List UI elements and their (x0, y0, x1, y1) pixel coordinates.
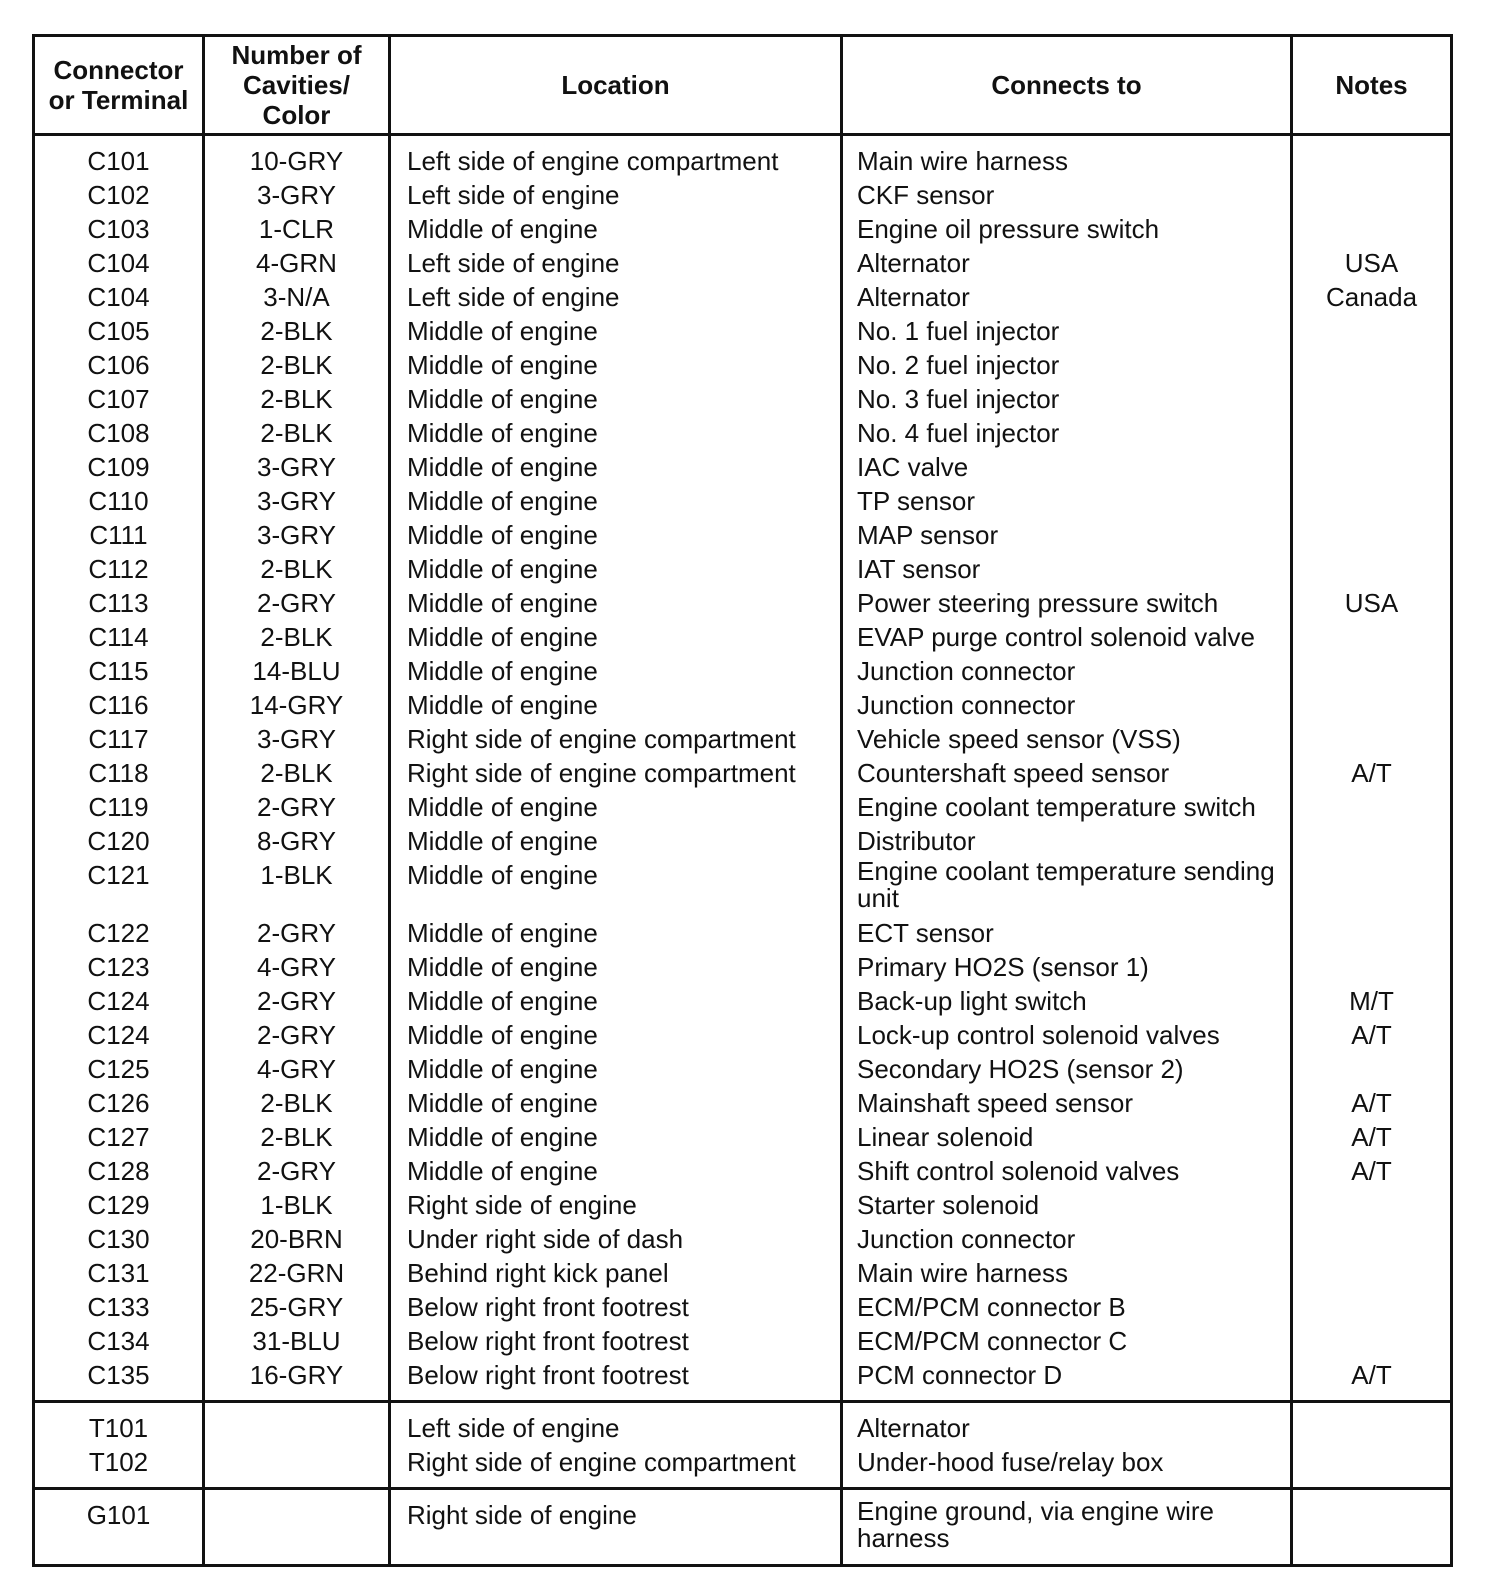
cavities-cell: 2-BLK (204, 348, 390, 382)
location-cell: Middle of engine (390, 212, 842, 246)
location-cell: Middle of engine (390, 1154, 842, 1188)
connects-to-cell: Primary HO2S (sensor 1) (842, 950, 1292, 984)
connector-cell: C123 (34, 950, 204, 984)
connector-cell: C113 (34, 586, 204, 620)
connector-cell: C121 (34, 858, 204, 916)
table-row (34, 484, 1452, 518)
location-cell: Middle of engine (390, 984, 842, 1018)
connector-cell: C129 (34, 1188, 204, 1222)
cavities-cell: 3-GRY (204, 484, 390, 518)
location-cell: Left side of engine (390, 1402, 842, 1446)
cavities-cell: 2-GRY (204, 916, 390, 950)
connector-cell: G101 (34, 1489, 204, 1566)
connects-to-cell: MAP sensor (842, 518, 1292, 552)
table-row (34, 824, 1452, 858)
cavities-cell: 14-BLU (204, 654, 390, 688)
notes-cell (1292, 1489, 1452, 1566)
table-row (34, 314, 1452, 348)
cavities-cell (204, 1402, 390, 1446)
location-cell: Right side of engine (390, 1188, 842, 1222)
notes-cell (1292, 790, 1452, 824)
notes-cell (1292, 950, 1452, 984)
notes-cell: A/T (1292, 1358, 1452, 1402)
location-cell: Middle of engine (390, 1086, 842, 1120)
location-cell: Middle of engine (390, 824, 842, 858)
location-cell: Left side of engine (390, 178, 842, 212)
header-connector: Connector or Terminal (34, 36, 204, 135)
table-row (34, 1290, 1452, 1324)
cavities-cell: 4-GRY (204, 1052, 390, 1086)
cavities-cell: 2-BLK (204, 1086, 390, 1120)
notes-cell (1292, 824, 1452, 858)
notes-cell (1292, 1222, 1452, 1256)
table-row (34, 382, 1452, 416)
table-row (34, 280, 1452, 314)
connects-to-cell: No. 4 fuel injector (842, 416, 1292, 450)
table-row (34, 1222, 1452, 1256)
notes-cell: USA (1292, 246, 1452, 280)
notes-cell (1292, 314, 1452, 348)
table-row (34, 1052, 1452, 1086)
connector-cell: C107 (34, 382, 204, 416)
cavities-cell: 14-GRY (204, 688, 390, 722)
connects-to-cell: Secondary HO2S (sensor 2) (842, 1052, 1292, 1086)
connects-to-cell: Under-hood fuse/relay box (842, 1445, 1292, 1489)
location-cell: Middle of engine (390, 348, 842, 382)
cavities-cell: 3-GRY (204, 722, 390, 756)
connector-cell: C122 (34, 916, 204, 950)
table-row (34, 552, 1452, 586)
connects-to-cell: Engine coolant temperature switch (842, 790, 1292, 824)
cavities-cell: 2-BLK (204, 382, 390, 416)
connector-cell: C125 (34, 1052, 204, 1086)
connector-cell: C120 (34, 824, 204, 858)
connector-cell: C130 (34, 1222, 204, 1256)
connects-to-cell (842, 1489, 1292, 1566)
cavities-cell: 3-GRY (204, 450, 390, 484)
notes-cell (1292, 688, 1452, 722)
connector-cell: C106 (34, 348, 204, 382)
cavities-cell: 16-GRY (204, 1358, 390, 1402)
cavities-cell: 22-GRN (204, 1256, 390, 1290)
connector-cell: C102 (34, 178, 204, 212)
notes-cell (1292, 178, 1452, 212)
table-row (34, 950, 1452, 984)
notes-cell (1292, 450, 1452, 484)
cavities-cell: 3-GRY (204, 518, 390, 552)
cavities-cell: 25-GRY (204, 1290, 390, 1324)
cavities-cell: 2-BLK (204, 1120, 390, 1154)
connector-table (32, 34, 1453, 1567)
connects-to-cell: Engine oil pressure switch (842, 212, 1292, 246)
table-row (34, 688, 1452, 722)
cavities-cell: 2-GRY (204, 1018, 390, 1052)
location-cell: Middle of engine (390, 314, 842, 348)
cavities-cell: 8-GRY (204, 824, 390, 858)
notes-cell: A/T (1292, 1018, 1452, 1052)
location-cell: Middle of engine (390, 586, 842, 620)
location-cell: Behind right kick panel (390, 1256, 842, 1290)
notes-cell (1292, 1445, 1452, 1489)
notes-cell: Canada (1292, 280, 1452, 314)
location-cell: Right side of engine compartment (390, 756, 842, 790)
location-cell: Middle of engine (390, 1120, 842, 1154)
notes-cell (1292, 654, 1452, 688)
notes-cell (1292, 484, 1452, 518)
connects-to-cell: Lock-up control solenoid valves (842, 1018, 1292, 1052)
connector-cell: C105 (34, 314, 204, 348)
location-cell: Middle of engine (390, 416, 842, 450)
table-row (34, 1256, 1452, 1290)
connector-cell: C101 (34, 135, 204, 179)
connector-table-page (32, 34, 1450, 1567)
connects-to-cell: Alternator (842, 280, 1292, 314)
table-row (34, 416, 1452, 450)
cavities-cell: 3-GRY (204, 178, 390, 212)
notes-cell (1292, 1256, 1452, 1290)
connects-to-cell: ECM/PCM connector B (842, 1290, 1292, 1324)
notes-cell (1292, 348, 1452, 382)
row-group (34, 135, 1452, 1402)
cavities-cell: 10-GRY (204, 135, 390, 179)
table-row (34, 790, 1452, 824)
cavities-cell: 2-GRY (204, 790, 390, 824)
location-cell: Middle of engine (390, 790, 842, 824)
table-row (34, 1120, 1452, 1154)
table-row (34, 984, 1452, 1018)
location-cell: Left side of engine (390, 246, 842, 280)
row-group (34, 1489, 1452, 1566)
location-cell: Right side of engine compartment (390, 1445, 842, 1489)
connects-to-text: Engine coolant temperature sending unit (857, 856, 1275, 913)
table-row (34, 518, 1452, 552)
connects-to-cell: Back-up light switch (842, 984, 1292, 1018)
connects-to-cell: Main wire harness (842, 135, 1292, 179)
connects-to-cell: No. 1 fuel injector (842, 314, 1292, 348)
cavities-cell: 3-N/A (204, 280, 390, 314)
location-cell: Middle of engine (390, 382, 842, 416)
cavities-cell: 2-GRY (204, 1154, 390, 1188)
location-cell: Below right front footrest (390, 1290, 842, 1324)
cavities-cell: 4-GRY (204, 950, 390, 984)
notes-cell (1292, 1188, 1452, 1222)
connects-to-cell: Main wire harness (842, 1256, 1292, 1290)
location-cell: Middle of engine (390, 950, 842, 984)
cavities-cell: 2-GRY (204, 984, 390, 1018)
connects-to-cell: PCM connector D (842, 1358, 1292, 1402)
notes-cell (1292, 1052, 1452, 1086)
connects-to-cell: Alternator (842, 246, 1292, 280)
connects-to-cell: TP sensor (842, 484, 1292, 518)
notes-cell: M/T (1292, 984, 1452, 1018)
connector-cell: C110 (34, 484, 204, 518)
table-row (34, 212, 1452, 246)
notes-cell (1292, 722, 1452, 756)
header-location: Location (390, 36, 842, 135)
connects-to-cell: Junction connector (842, 1222, 1292, 1256)
location-cell: Middle of engine (390, 552, 842, 586)
table-row (34, 1018, 1452, 1052)
cavities-cell (204, 1445, 390, 1489)
connector-cell: C127 (34, 1120, 204, 1154)
connector-cell: C126 (34, 1086, 204, 1120)
table-row (34, 916, 1452, 950)
notes-cell (1292, 135, 1452, 179)
cavities-cell: 2-BLK (204, 314, 390, 348)
connector-cell: C115 (34, 654, 204, 688)
connector-cell: C114 (34, 620, 204, 654)
table-row (34, 1324, 1452, 1358)
cavities-cell: 2-BLK (204, 416, 390, 450)
connector-cell: T102 (34, 1445, 204, 1489)
connects-to-cell: ECM/PCM connector C (842, 1324, 1292, 1358)
location-cell: Middle of engine (390, 450, 842, 484)
connects-to-cell: CKF sensor (842, 178, 1292, 212)
connects-to-cell: Vehicle speed sensor (VSS) (842, 722, 1292, 756)
location-cell: Right side of engine compartment (390, 722, 842, 756)
location-cell: Middle of engine (390, 620, 842, 654)
connects-to-cell: Starter solenoid (842, 1188, 1292, 1222)
connects-to-cell: Mainshaft speed sensor (842, 1086, 1292, 1120)
connector-cell: C108 (34, 416, 204, 450)
connector-cell: C133 (34, 1290, 204, 1324)
location-cell: Middle of engine (390, 688, 842, 722)
table-row (34, 1445, 1452, 1489)
connector-cell: C119 (34, 790, 204, 824)
table-row (34, 756, 1452, 790)
table-row (34, 1358, 1452, 1402)
connects-to-cell: Countershaft speed sensor (842, 756, 1292, 790)
connector-cell: C131 (34, 1256, 204, 1290)
location-cell: Middle of engine (390, 484, 842, 518)
table-row (34, 135, 1452, 179)
connects-to-cell: Linear solenoid (842, 1120, 1292, 1154)
connects-to-cell: Distributor (842, 824, 1292, 858)
notes-cell (1292, 1402, 1452, 1446)
connector-cell: C134 (34, 1324, 204, 1358)
notes-cell: A/T (1292, 1120, 1452, 1154)
cavities-cell: 2-BLK (204, 620, 390, 654)
connects-to-cell: IAC valve (842, 450, 1292, 484)
row-group (34, 1402, 1452, 1489)
table-row (34, 246, 1452, 280)
location-cell: Left side of engine compartment (390, 135, 842, 179)
table-row (34, 722, 1452, 756)
connector-cell: C124 (34, 984, 204, 1018)
notes-cell (1292, 518, 1452, 552)
notes-cell (1292, 858, 1452, 916)
cavities-cell: 2-BLK (204, 552, 390, 586)
table-row (34, 654, 1452, 688)
notes-cell: A/T (1292, 756, 1452, 790)
connector-cell: C116 (34, 688, 204, 722)
notes-cell (1292, 1290, 1452, 1324)
cavities-cell: 1-BLK (204, 858, 390, 916)
table-header (34, 36, 1452, 135)
notes-cell (1292, 416, 1452, 450)
cavities-cell: 31-BLU (204, 1324, 390, 1358)
connects-to-cell: IAT sensor (842, 552, 1292, 586)
cavities-cell: 1-BLK (204, 1188, 390, 1222)
location-cell: Right side of engine (390, 1489, 842, 1566)
table-row (34, 1489, 1452, 1566)
notes-cell (1292, 916, 1452, 950)
connector-cell: T101 (34, 1402, 204, 1446)
header-notes: Notes (1292, 36, 1452, 135)
notes-cell (1292, 552, 1452, 586)
location-cell: Middle of engine (390, 1052, 842, 1086)
connects-to-cell: Alternator (842, 1402, 1292, 1446)
connects-to-cell: Junction connector (842, 654, 1292, 688)
connects-to-cell: Junction connector (842, 688, 1292, 722)
connector-cell: C118 (34, 756, 204, 790)
connects-to-cell (842, 858, 1292, 916)
location-cell: Middle of engine (390, 654, 842, 688)
connector-cell: C111 (34, 518, 204, 552)
notes-cell (1292, 620, 1452, 654)
connects-to-cell: No. 3 fuel injector (842, 382, 1292, 416)
location-cell: Middle of engine (390, 518, 842, 552)
location-cell: Below right front footrest (390, 1358, 842, 1402)
header-connects-to: Connects to (842, 36, 1292, 135)
location-cell: Middle of engine (390, 916, 842, 950)
connector-cell: C124 (34, 1018, 204, 1052)
cavities-cell: 1-CLR (204, 212, 390, 246)
connector-cell: C112 (34, 552, 204, 586)
connector-cell: C135 (34, 1358, 204, 1402)
notes-cell: USA (1292, 586, 1452, 620)
table-row (34, 348, 1452, 382)
cavities-cell: 2-GRY (204, 586, 390, 620)
table-row (34, 586, 1452, 620)
table-row (34, 450, 1452, 484)
connector-cell: C128 (34, 1154, 204, 1188)
table-row (34, 178, 1452, 212)
table-row (34, 1188, 1452, 1222)
table-row (34, 1154, 1452, 1188)
connector-cell: C103 (34, 212, 204, 246)
connects-to-cell: ECT sensor (842, 916, 1292, 950)
cavities-cell: 20-BRN (204, 1222, 390, 1256)
connects-to-cell: Power steering pressure switch (842, 586, 1292, 620)
notes-cell (1292, 382, 1452, 416)
table-row (34, 858, 1452, 916)
table-row (34, 1086, 1452, 1120)
connector-cell: C109 (34, 450, 204, 484)
cavities-cell: 4-GRN (204, 246, 390, 280)
notes-cell (1292, 1324, 1452, 1358)
table-row (34, 620, 1452, 654)
cavities-cell: 2-BLK (204, 756, 390, 790)
table-row (34, 1402, 1452, 1446)
location-cell: Left side of engine (390, 280, 842, 314)
connector-cell: C104 (34, 280, 204, 314)
cavities-cell (204, 1489, 390, 1566)
connector-cell: C117 (34, 722, 204, 756)
location-cell: Under right side of dash (390, 1222, 842, 1256)
connects-to-cell: EVAP purge control solenoid valve (842, 620, 1292, 654)
location-cell: Below right front footrest (390, 1324, 842, 1358)
location-cell: Middle of engine (390, 1018, 842, 1052)
notes-cell: A/T (1292, 1154, 1452, 1188)
notes-cell (1292, 212, 1452, 246)
header-row (34, 36, 1452, 135)
header-cavities: Number of Cavities/ Color (204, 36, 390, 135)
connector-cell: C104 (34, 246, 204, 280)
connects-to-cell: No. 2 fuel injector (842, 348, 1292, 382)
notes-cell: A/T (1292, 1086, 1452, 1120)
connects-to-text: Engine ground, via engine wire harness (857, 1496, 1215, 1553)
connects-to-cell: Shift control solenoid valves (842, 1154, 1292, 1188)
location-cell: Middle of engine (390, 858, 842, 916)
